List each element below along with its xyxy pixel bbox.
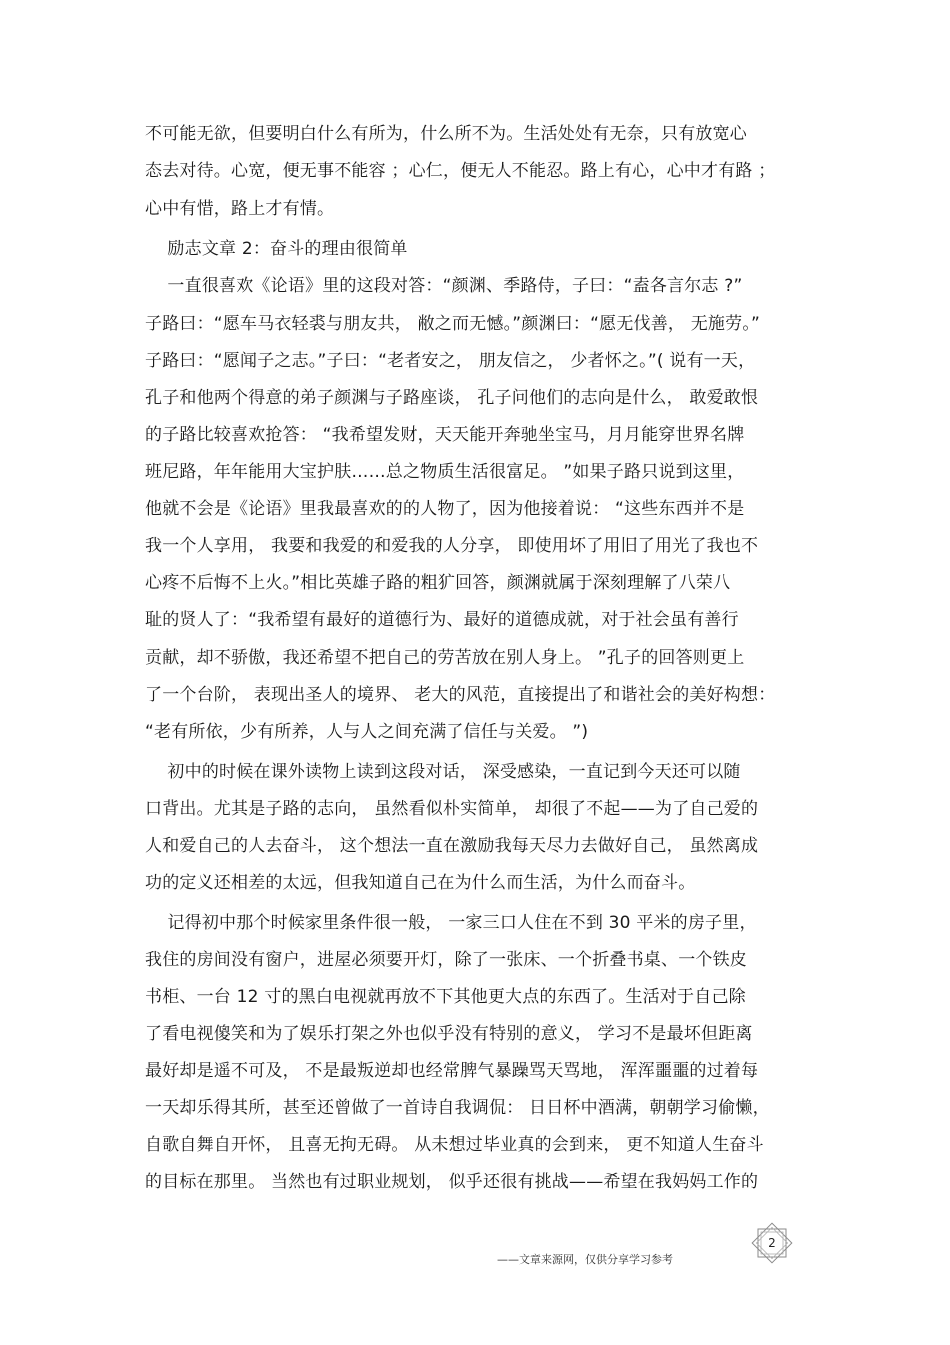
- text-line: 的目标在那里。 当然也有过职业规划， 似乎还很有挑战——希望在我妈妈工作的: [145, 1172, 759, 1192]
- text-line: 口背出。尤其是子路的志向， 虽然看似朴实简单， 却很了不起——为了自己爱的: [145, 799, 759, 819]
- footer-note: ——文章来源网，仅供分享学习参考: [497, 1253, 673, 1266]
- text-line: 了看电视傻笑和为了娱乐打架之外也似乎没有特别的意义， 学习不是最坏但距离: [145, 1024, 753, 1044]
- text-line: 人和爱自己的人去奋斗， 这个想法一直在激励我每天尽力去做好自己， 虽然离成: [145, 836, 759, 856]
- text-line: 子路曰：“愿车马衣轻裘与朋友共， 敝之而无憾。”颜渊曰：“愿无伐善， 无施劳。”: [145, 314, 761, 334]
- text-line: 书柜、一台 12 寸的黑白电视就再放不下其他更大点的东西了。生活对于自己除: [145, 987, 746, 1007]
- text-line: 自歌自舞自开怀， 且喜无拘无碍。 从未想过毕业真的会到来， 更不知道人生奋斗: [145, 1135, 764, 1155]
- text-line: 我住的房间没有窗户，进屋必须要开灯，除了一张床、一个折叠书桌、一个铁皮: [145, 950, 747, 970]
- text-line: 耻的贤人了：“我希望有最好的道德行为、最好的道德成就，对于社会虽有善行: [145, 610, 739, 630]
- text-line: 他就不会是《论语》里我最喜欢的的人物了，因为他接着说： “这些东西并不是: [145, 499, 745, 519]
- text-line: 孔子和他两个得意的弟子颜渊与子路座谈， 孔子问他们的志向是什么， 敢爱敢恨: [145, 388, 759, 408]
- text-line: 的子路比较喜欢抢答： “我希望发财，天天能开奔驰坐宝马，月月能穿世界名牌: [145, 425, 745, 445]
- text-line: 态去对待。心宽，便无事不能容 ；心仁，便无人不能忍。路上有心，心中才有路 ；: [145, 161, 776, 181]
- text-line: 了一个台阶， 表现出圣人的境界、 老大的风范，直接提出了和谐社会的美好构想：: [145, 685, 776, 705]
- text-line: 子路曰：“愿闻子之志。”子曰：“老者安之， 朋友信之， 少者怀之。”( 说有一天，: [145, 351, 756, 371]
- text-line: 记得初中那个时候家里条件很一般， 一家三口人住在不到 30 平米的房子里，: [145, 913, 757, 933]
- text-line: 初中的时候在课外读物上读到这段对话， 深受感染，一直记到今天还可以随: [145, 762, 741, 782]
- page-number: 2: [768, 1236, 776, 1250]
- text-line: 一直很喜欢《论语》里的这段对答：“颜渊、季路侍，子曰：“盍各言尔志 ?”: [145, 276, 743, 296]
- text-line: 一天却乐得其所，甚至还曾做了一首诗自我调侃： 日日杯中酒满，朝朝学习偷懒，: [145, 1098, 770, 1118]
- text-line: 不可能无欲，但要明白什么有所为，什么所不为。生活处处有无奈，只有放宽心: [145, 124, 747, 144]
- page-number-badge: [748, 1220, 796, 1266]
- text-line: 班尼路，年年能用大宝护肤……总之物质生活很富足。 ”如果子路只说到这里，: [145, 462, 745, 482]
- text-line: 功的定义还相差的太远，但我知道自己在为什么而生活，为什么而奋斗。: [145, 873, 696, 893]
- section-heading: 励志文章 2：奋斗的理由很简单: [145, 239, 408, 259]
- text-line: 贡献，却不骄傲，我还希望不把自己的劳苦放在别人身上。 ”孔子的回答则更上: [145, 648, 745, 668]
- text-line: 心中有惜，路上才有情。: [145, 199, 335, 219]
- text-line: 心疼不后悔不上火。”相比英雄子路的粗犷回答，颜渊就属于深刻理解了八荣八: [145, 573, 731, 593]
- text-line: 我一个人享用， 我要和我爱的和爱我的人分享， 即使用坏了用旧了用光了我也不: [145, 536, 759, 556]
- text-line: 最好却是遥不可及， 不是最叛逆却也经常脾气暴躁骂天骂地， 浑浑噩噩的过着每: [145, 1061, 759, 1081]
- text-line: “老有所依，少有所养，人与人之间充满了信任与关爱。 ”): [145, 722, 589, 742]
